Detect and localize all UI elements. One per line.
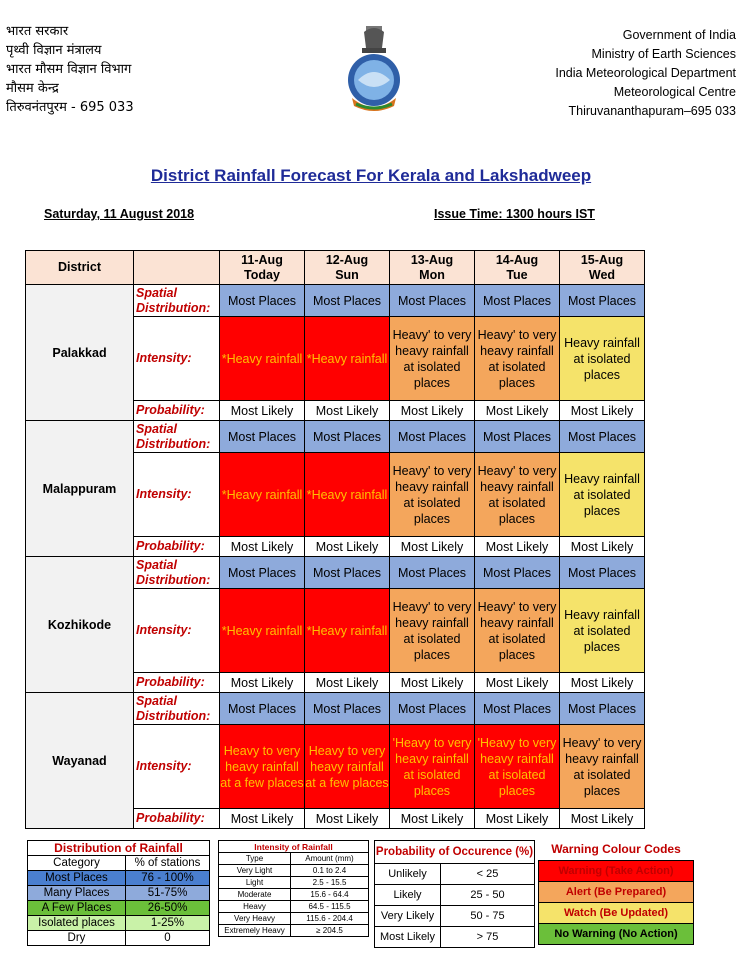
legend-category: Most Places bbox=[28, 871, 126, 886]
spatial-row bbox=[26, 693, 645, 725]
intensity-cell: *Heavy rainfall bbox=[220, 453, 305, 537]
legend-prob-range: 25 - 50 bbox=[441, 885, 535, 906]
spatial-cell: Most Places bbox=[560, 285, 645, 317]
english-line: Government of India bbox=[622, 28, 736, 42]
intensity-cell: Heavy to very heavy rainfall at a few places bbox=[220, 725, 305, 809]
legend-category: Dry bbox=[28, 931, 126, 946]
day-date: 13-Aug bbox=[410, 252, 454, 267]
spatial-row bbox=[26, 421, 645, 453]
spatial-cell: Most Places bbox=[475, 285, 560, 317]
legend-prob-range: < 25 bbox=[441, 864, 535, 885]
spatial-label: Spatial Distribution: bbox=[134, 421, 220, 453]
legend-type: Very Heavy bbox=[219, 913, 291, 925]
probability-cell: Most Likely bbox=[560, 401, 645, 421]
legend-amount: 64.5 - 115.5 bbox=[291, 901, 369, 913]
district-name: Malappuram bbox=[26, 421, 134, 557]
legend-warning-row bbox=[539, 924, 694, 945]
spatial-row bbox=[26, 557, 645, 589]
day-date: 12-Aug bbox=[325, 252, 369, 267]
probability-cell: Most Likely bbox=[390, 537, 475, 557]
probability-cell: Most Likely bbox=[560, 537, 645, 557]
legend-type: Very Light bbox=[219, 865, 291, 877]
probability-label: Probability: bbox=[134, 401, 220, 421]
intensity-label: Intensity: bbox=[134, 317, 220, 401]
legend-range: 51-75% bbox=[126, 886, 210, 901]
probability-cell: Most Likely bbox=[475, 673, 560, 693]
spatial-cell: Most Places bbox=[220, 421, 305, 453]
legend-warning-item: Warning (Take Action) bbox=[539, 861, 694, 882]
spatial-cell: Most Places bbox=[305, 285, 390, 317]
legend-amount: 115.6 - 204.4 bbox=[291, 913, 369, 925]
legend-type: Light bbox=[219, 877, 291, 889]
spatial-cell: Most Places bbox=[390, 693, 475, 725]
legend-category: Isolated places bbox=[28, 916, 126, 931]
spatial-label: Spatial Distribution: bbox=[134, 557, 220, 589]
probability-cell: Most Likely bbox=[390, 673, 475, 693]
spatial-cell: Most Places bbox=[390, 557, 475, 589]
district-name: Kozhikode bbox=[26, 557, 134, 693]
legend-header: Category bbox=[28, 856, 126, 871]
legend-amount: 0.1 to 2.4 bbox=[291, 865, 369, 877]
issue-time: Issue Time: 1300 hours IST bbox=[434, 207, 595, 221]
header-english bbox=[555, 26, 736, 121]
legend-intensity-row bbox=[219, 877, 369, 889]
legend-warning-item: Watch (Be Updated) bbox=[539, 903, 694, 924]
legend-range: 76 - 100% bbox=[126, 871, 210, 886]
legend-intensity bbox=[218, 840, 369, 937]
legend-warning-title: Warning Colour Codes bbox=[551, 842, 681, 856]
page-title: District Rainfall Forecast For Kerala and Lakshadweep bbox=[150, 166, 592, 185]
legend-prob-range: > 75 bbox=[441, 927, 535, 948]
intensity-cell: *Heavy rainfall bbox=[305, 317, 390, 401]
legend-range: 26-50% bbox=[126, 901, 210, 916]
day-header bbox=[390, 251, 475, 285]
day-name: Mon bbox=[419, 267, 445, 282]
intensity-cell: Heavy' to very heavy rainfall at isolated places bbox=[390, 589, 475, 673]
day-date: 11-Aug bbox=[241, 252, 283, 267]
legend-intensity-title: Intensity of Rainfall bbox=[219, 841, 369, 853]
hindi-line: भारत मौसम विज्ञान विभाग bbox=[6, 62, 132, 77]
probability-label: Probability: bbox=[134, 537, 220, 557]
legend-type: Extremely Heavy bbox=[219, 925, 291, 937]
probability-cell: Most Likely bbox=[305, 809, 390, 829]
spatial-cell: Most Places bbox=[390, 285, 475, 317]
legend-type: Heavy bbox=[219, 901, 291, 913]
legend-distribution-row bbox=[28, 871, 210, 886]
probability-cell: Most Likely bbox=[305, 401, 390, 421]
legend-distribution-row bbox=[28, 901, 210, 916]
spatial-label: Spatial Distribution: bbox=[134, 693, 220, 725]
probability-cell: Most Likely bbox=[220, 809, 305, 829]
intensity-cell: Heavy rainfall at isolated places bbox=[560, 453, 645, 537]
legend-distribution-row bbox=[28, 916, 210, 931]
legend-probability-row bbox=[375, 906, 535, 927]
legend-probability bbox=[374, 840, 535, 948]
probability-cell: Most Likely bbox=[475, 537, 560, 557]
legend-amount: ≥ 204.5 bbox=[291, 925, 369, 937]
day-date: 15-Aug bbox=[580, 252, 624, 267]
legend-prob-label: Unlikely bbox=[375, 864, 441, 885]
hindi-line: भारत सरकार bbox=[6, 24, 69, 39]
intensity-cell: *Heavy rainfall bbox=[220, 317, 305, 401]
spatial-cell: Most Places bbox=[220, 693, 305, 725]
day-name: Sun bbox=[335, 267, 359, 282]
probability-cell: Most Likely bbox=[220, 401, 305, 421]
legend-warning-row bbox=[539, 903, 694, 924]
legend-distribution bbox=[27, 840, 210, 946]
spatial-cell: Most Places bbox=[220, 285, 305, 317]
header-hindi bbox=[6, 22, 134, 117]
spatial-cell: Most Places bbox=[305, 557, 390, 589]
probability-cell: Most Likely bbox=[305, 537, 390, 557]
intensity-cell: Heavy' to very heavy rainfall at isolated places bbox=[475, 589, 560, 673]
legend-prob-label: Most Likely bbox=[375, 927, 441, 948]
hindi-line: मौसम केन्द्र bbox=[6, 81, 59, 96]
legend-range: 1-25% bbox=[126, 916, 210, 931]
spatial-cell: Most Places bbox=[560, 557, 645, 589]
legend-distribution-row bbox=[28, 931, 210, 946]
legend-type: Moderate bbox=[219, 889, 291, 901]
intensity-cell: Heavy rainfall at isolated places bbox=[560, 589, 645, 673]
legend-prob-label: Very Likely bbox=[375, 906, 441, 927]
probability-cell: Most Likely bbox=[560, 809, 645, 829]
probability-cell: Most Likely bbox=[220, 673, 305, 693]
probability-cell: Most Likely bbox=[475, 809, 560, 829]
forecast-table bbox=[25, 250, 645, 829]
probability-label: Probability: bbox=[134, 673, 220, 693]
legend-warning-item: No Warning (No Action) bbox=[539, 924, 694, 945]
district-name: Wayanad bbox=[26, 693, 134, 829]
intensity-cell: *Heavy rainfall bbox=[305, 589, 390, 673]
day-name: Tue bbox=[506, 267, 528, 282]
legend-intensity-row bbox=[219, 889, 369, 901]
probability-cell: Most Likely bbox=[305, 673, 390, 693]
spatial-cell: Most Places bbox=[305, 693, 390, 725]
legend-range: 0 bbox=[126, 931, 210, 946]
legend-intensity-row bbox=[219, 865, 369, 877]
probability-cell: Most Likely bbox=[390, 809, 475, 829]
legend-amount: 2.5 - 15.5 bbox=[291, 877, 369, 889]
spatial-cell: Most Places bbox=[220, 557, 305, 589]
legend-header: Amount (mm) bbox=[291, 853, 369, 865]
legend-header: % of stations bbox=[126, 856, 210, 871]
district-name: Palakkad bbox=[26, 285, 134, 421]
day-header bbox=[560, 251, 645, 285]
legend-category: Many Places bbox=[28, 886, 126, 901]
legend-intensity-row bbox=[219, 925, 369, 937]
legend-probability-row bbox=[375, 864, 535, 885]
legend-warning bbox=[538, 838, 694, 945]
intensity-cell: 'Heavy to very heavy rainfall at isolated places bbox=[390, 725, 475, 809]
probability-cell: Most Likely bbox=[560, 673, 645, 693]
legend-distribution-title: Distribution of Rainfall bbox=[28, 841, 210, 856]
hindi-line: पृथ्वी विज्ञान मंत्रालय bbox=[6, 43, 102, 58]
intensity-label: Intensity: bbox=[134, 453, 220, 537]
spatial-cell: Most Places bbox=[390, 421, 475, 453]
spatial-row bbox=[26, 285, 645, 317]
district-header: District bbox=[26, 251, 134, 285]
forecast-date: Saturday, 11 August 2018 bbox=[44, 207, 195, 221]
intensity-cell: *Heavy rainfall bbox=[305, 453, 390, 537]
intensity-label: Intensity: bbox=[134, 589, 220, 673]
intensity-cell: Heavy' to very heavy rainfall at isolated places bbox=[390, 317, 475, 401]
probability-label: Probability: bbox=[134, 809, 220, 829]
intensity-cell: Heavy' to very heavy rainfall at isolated places bbox=[475, 453, 560, 537]
legend-header: Type bbox=[219, 853, 291, 865]
english-line: India Meteorological Department bbox=[555, 66, 736, 80]
intensity-cell: Heavy' to very heavy rainfall at isolated places bbox=[390, 453, 475, 537]
spatial-label: Spatial Distribution: bbox=[134, 285, 220, 317]
intensity-cell: Heavy' to very heavy rainfall at isolated places bbox=[560, 725, 645, 809]
probability-cell: Most Likely bbox=[390, 401, 475, 421]
day-header bbox=[220, 251, 305, 285]
spatial-cell: Most Places bbox=[475, 693, 560, 725]
legend-warning-row bbox=[539, 882, 694, 903]
day-name: Today bbox=[244, 267, 280, 282]
english-line: Ministry of Earth Sciences bbox=[591, 47, 736, 61]
legend-category: A Few Places bbox=[28, 901, 126, 916]
intensity-cell: Heavy to very heavy rainfall at a few places bbox=[305, 725, 390, 809]
intensity-cell: Heavy rainfall at isolated places bbox=[560, 317, 645, 401]
spatial-cell: Most Places bbox=[305, 421, 390, 453]
legend-amount: 15.6 - 64.4 bbox=[291, 889, 369, 901]
day-name: Wed bbox=[588, 267, 616, 282]
english-line: Meteorological Centre bbox=[613, 85, 736, 99]
legend-warning-row bbox=[539, 861, 694, 882]
legend-probability-title: Probability of Occurence (%) bbox=[375, 841, 535, 864]
label-header bbox=[134, 251, 220, 285]
intensity-cell: 'Heavy to very heavy rainfall at isolated places bbox=[475, 725, 560, 809]
intensity-label: Intensity: bbox=[134, 725, 220, 809]
spatial-cell: Most Places bbox=[560, 693, 645, 725]
day-header bbox=[305, 251, 390, 285]
intensity-cell: Heavy' to very heavy rainfall at isolated places bbox=[475, 317, 560, 401]
english-line: Thiruvananthapuram–695 033 bbox=[568, 104, 736, 118]
day-header bbox=[475, 251, 560, 285]
legend-prob-label: Likely bbox=[375, 885, 441, 906]
probability-cell: Most Likely bbox=[220, 537, 305, 557]
intensity-cell: *Heavy rainfall bbox=[220, 589, 305, 673]
spatial-cell: Most Places bbox=[475, 557, 560, 589]
legend-intensity-row bbox=[219, 913, 369, 925]
day-date: 14-Aug bbox=[495, 252, 539, 267]
legend-probability-row bbox=[375, 885, 535, 906]
imd-emblem-icon bbox=[344, 24, 404, 112]
probability-cell: Most Likely bbox=[475, 401, 560, 421]
spatial-cell: Most Places bbox=[560, 421, 645, 453]
legend-warning-item: Alert (Be Prepared) bbox=[539, 882, 694, 903]
legend-intensity-row bbox=[219, 901, 369, 913]
spatial-cell: Most Places bbox=[475, 421, 560, 453]
legend-distribution-row bbox=[28, 886, 210, 901]
hindi-line: तिरुवनंतपुरम - 695 033 bbox=[6, 100, 134, 115]
legend-prob-range: 50 - 75 bbox=[441, 906, 535, 927]
legend-probability-row bbox=[375, 927, 535, 948]
